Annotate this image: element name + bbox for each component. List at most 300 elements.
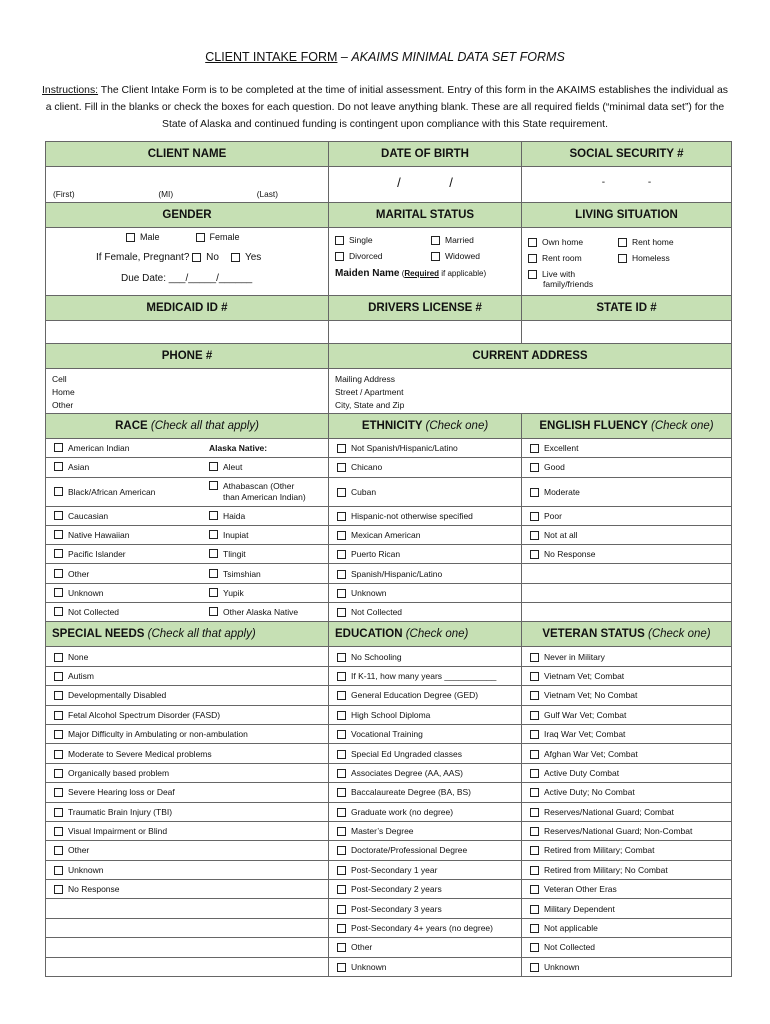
- race-row: [46, 603, 732, 622]
- special-need-12-label: No Response: [68, 884, 120, 895]
- veteran-11-label: Retired from Military; No Combat: [544, 864, 668, 875]
- veteran-2-label: Vietnam Vet; No Combat: [544, 690, 638, 701]
- education-cell: [329, 860, 522, 879]
- ssn-field[interactable]: [522, 167, 732, 203]
- maiden-name-field[interactable]: [335, 268, 521, 279]
- race-left-2-label: Black/African American: [68, 486, 156, 497]
- education-5-checkbox[interactable]: [337, 750, 346, 759]
- pregnant-yes-checkbox[interactable]: [231, 253, 240, 262]
- special-need-4-option: [54, 729, 248, 739]
- special-needs-cell: [46, 783, 329, 802]
- race-right-7-checkbox[interactable]: [209, 607, 218, 616]
- instructions-label: Instructions:: [42, 85, 99, 96]
- education-14-checkbox[interactable]: [337, 924, 346, 933]
- ethnicity-6-label: Spanish/Hispanic/Latino: [351, 568, 443, 579]
- english-2-option: [530, 487, 580, 497]
- race-left-8-option: [54, 607, 209, 617]
- education-3-checkbox[interactable]: [337, 711, 346, 720]
- education-6-option: [337, 768, 463, 778]
- state-id-field[interactable]: [522, 321, 732, 344]
- veteran-status-cell: [522, 744, 732, 763]
- race-left-0-option: [54, 443, 209, 453]
- special-need-7-label: Severe Hearing loss or Deaf: [68, 787, 175, 798]
- special-need-6-option: [54, 768, 169, 778]
- special-needs-cell: [46, 686, 329, 705]
- race-left-4-option: [54, 530, 209, 540]
- english-2-label: Moderate: [544, 486, 580, 497]
- english-fluency-cell: [522, 583, 732, 602]
- race-right-2-checkbox[interactable]: [209, 511, 218, 520]
- education-9-checkbox[interactable]: [337, 827, 346, 836]
- education-cell: [329, 821, 522, 840]
- english-fluency-cell: [522, 439, 732, 458]
- veteran-3-option: [530, 710, 626, 720]
- veteran-12-checkbox[interactable]: [530, 885, 539, 894]
- ethnicity-cell: [329, 583, 522, 602]
- instructions: [40, 82, 730, 133]
- address-line-label: City, State and Zip: [335, 400, 405, 410]
- ethnicity-cell: [329, 545, 522, 564]
- drivers-license-field[interactable]: [329, 321, 522, 344]
- form-title-subtitle: AKAIMS MINIMAL DATA SET FORMS: [351, 50, 565, 64]
- medicaid-id-field[interactable]: [46, 321, 329, 344]
- special-row: [46, 744, 732, 763]
- special-needs-note: (Check all that apply): [147, 628, 256, 641]
- race-left-7-checkbox[interactable]: [54, 588, 63, 597]
- education-0-option: [337, 652, 402, 662]
- special-needs-header: [46, 622, 329, 647]
- veteran-2-checkbox[interactable]: [530, 691, 539, 700]
- special-row: [46, 724, 732, 743]
- special-row: [46, 783, 732, 802]
- veteran-5-checkbox[interactable]: [530, 750, 539, 759]
- veteran-1-option: [530, 671, 624, 681]
- special-need-2-option: [54, 690, 166, 700]
- english-fluency-cell: [522, 458, 732, 477]
- education-15-label: Other: [351, 942, 373, 953]
- veteran-status-cell: [522, 724, 732, 743]
- race-left-6-label: Other: [68, 568, 90, 579]
- race-cell: [46, 564, 329, 583]
- education-1-option: [337, 671, 496, 681]
- education-0-checkbox[interactable]: [337, 653, 346, 662]
- special-need-0-option: [54, 652, 88, 662]
- due-date-field[interactable]: Due Date: ___/_____/______: [121, 273, 253, 284]
- race-left-1-checkbox[interactable]: [54, 462, 63, 471]
- rent-home-checkbox[interactable]: [618, 238, 627, 247]
- client-name-field[interactable]: [46, 167, 329, 203]
- veteran-status-cell: [522, 686, 732, 705]
- family-friends-label: family/friends: [543, 279, 594, 289]
- ethnicity-2-label: Cuban: [351, 486, 377, 497]
- education-6-checkbox[interactable]: [337, 769, 346, 778]
- special-need-12-checkbox[interactable]: [54, 885, 63, 894]
- race-row: [46, 564, 732, 583]
- education-8-label: Graduate work (no degree): [351, 806, 454, 817]
- intake-table: [45, 141, 732, 977]
- race-right-0-checkbox[interactable]: [209, 462, 218, 471]
- special-need-12-option: [54, 884, 120, 894]
- education-7-checkbox[interactable]: [337, 788, 346, 797]
- veteran-status-cell: [522, 705, 732, 724]
- veteran-4-checkbox[interactable]: [530, 730, 539, 739]
- education-cell: [329, 744, 522, 763]
- education-11-checkbox[interactable]: [337, 866, 346, 875]
- alaska-native-label: Alaska Native:: [209, 443, 268, 454]
- race-right-7-option: [209, 607, 328, 617]
- last-name-label: (Last): [256, 189, 278, 199]
- special-need-9-label: Visual Impairment or Blind: [68, 826, 168, 837]
- special-row: [46, 880, 732, 899]
- veteran-4-label: Iraq War Vet; Combat: [544, 729, 626, 740]
- education-10-checkbox[interactable]: [337, 846, 346, 855]
- female-checkbox[interactable]: [196, 233, 205, 242]
- special-needs-cell: [46, 880, 329, 899]
- veteran-7-checkbox[interactable]: [530, 788, 539, 797]
- pregnant-question: If Female, Pregnant?: [96, 252, 190, 263]
- special-needs-cell: [46, 899, 329, 918]
- education-1-label: If K-11, how many years ___________: [351, 670, 497, 681]
- race-right-6-option: [209, 588, 328, 598]
- race-right-7-label: Other Alaska Native: [223, 607, 299, 618]
- phone-line-label: Cell: [52, 374, 67, 384]
- divorced-label: Divorced: [349, 251, 383, 261]
- ethnicity-5-label: Puerto Rican: [351, 549, 401, 560]
- education-cell: [329, 783, 522, 802]
- special-needs-cell: [46, 938, 329, 957]
- race-row: [46, 583, 732, 602]
- race-left-8-checkbox[interactable]: [54, 607, 63, 616]
- race-left-6-checkbox[interactable]: [54, 569, 63, 578]
- ethnicity-1-label: Chicano: [351, 462, 383, 473]
- english-fluency-header: [522, 414, 732, 439]
- special-need-0-label: None: [68, 651, 89, 662]
- race-left-2-option: [54, 487, 209, 497]
- phone-field[interactable]: [46, 369, 329, 414]
- race-left-1-label: Asian: [68, 462, 90, 473]
- special-need-11-option: [54, 865, 103, 875]
- special-need-7-option: [54, 787, 175, 797]
- homeless-checkbox[interactable]: [618, 254, 627, 263]
- special-need-9-option: [54, 826, 167, 836]
- special-need-0-checkbox[interactable]: [54, 653, 63, 662]
- special-needs-cell: [46, 666, 329, 685]
- veteran-3-checkbox[interactable]: [530, 711, 539, 720]
- special-need-11-label: Unknown: [68, 864, 104, 875]
- dob-header: DATE OF BIRTH: [329, 142, 522, 167]
- rent-room-checkbox[interactable]: [528, 254, 537, 263]
- ethnicity-5-checkbox[interactable]: [337, 550, 346, 559]
- english-5-checkbox[interactable]: [530, 550, 539, 559]
- address-line-label: Mailing Address: [335, 374, 396, 384]
- special-needs-cell: [46, 705, 329, 724]
- special-needs-cell: [46, 744, 329, 763]
- female-label: Female: [209, 232, 240, 242]
- ethnicity-2-option: [337, 487, 376, 497]
- gender-cell: [46, 228, 329, 296]
- veteran-14-checkbox[interactable]: [530, 924, 539, 933]
- ethnicity-3-checkbox[interactable]: [337, 512, 346, 521]
- special-need-3-checkbox[interactable]: [54, 711, 63, 720]
- special-row: [46, 821, 732, 840]
- pregnant-no-checkbox[interactable]: [192, 253, 201, 262]
- race-right-1-checkbox[interactable]: [209, 481, 218, 490]
- education-cell: [329, 666, 522, 685]
- race-cell: [46, 477, 329, 506]
- education-3-option: [337, 710, 430, 720]
- special-need-8-label: Traumatic Brain Injury (TBI): [68, 806, 173, 817]
- ethnicity-1-checkbox[interactable]: [337, 463, 346, 472]
- veteran-status-title: VETERAN STATUS: [542, 628, 645, 641]
- special-needs-cell: [46, 841, 329, 860]
- race-right-2-label: Haida: [223, 510, 246, 521]
- veteran-11-checkbox[interactable]: [530, 866, 539, 875]
- single-checkbox[interactable]: [335, 236, 344, 245]
- ethnicity-8-checkbox[interactable]: [337, 608, 346, 617]
- widowed-checkbox[interactable]: [431, 252, 440, 261]
- english-3-checkbox[interactable]: [530, 512, 539, 521]
- race-right-5-label: Tsimshian: [223, 568, 261, 579]
- education-0-label: No Schooling: [351, 651, 402, 662]
- special-row: [46, 647, 732, 666]
- race-right-4-checkbox[interactable]: [209, 549, 218, 558]
- education-cell: [329, 841, 522, 860]
- education-13-label: Post-Secondary 3 years: [351, 903, 442, 914]
- english-fluency-title: ENGLISH FLUENCY: [539, 420, 648, 432]
- race-left-4-label: Native Hawaiian: [68, 530, 130, 541]
- ethnicity-cell: [329, 506, 522, 525]
- education-7-option: [337, 787, 471, 797]
- race-title: RACE: [115, 420, 148, 432]
- race-right-3-label: Inupiat: [223, 530, 249, 541]
- race-row: [46, 458, 732, 477]
- special-need-5-checkbox[interactable]: [54, 750, 63, 759]
- special-need-9-checkbox[interactable]: [54, 827, 63, 836]
- english-1-checkbox[interactable]: [530, 463, 539, 472]
- veteran-3-label: Gulf War Vet; Combat: [544, 709, 627, 720]
- special-needs-cell: [46, 860, 329, 879]
- english-fluency-note: (Check one): [650, 420, 714, 432]
- race-right-5-checkbox[interactable]: [209, 569, 218, 578]
- ethnicity-cell: [329, 525, 522, 544]
- special-row: [46, 918, 732, 937]
- ethnicity-8-option: [337, 607, 402, 617]
- race-left-5-checkbox[interactable]: [54, 549, 63, 558]
- race-note: (Check all that apply): [150, 420, 259, 432]
- race-left-7-option: [54, 588, 209, 598]
- education-header: [329, 622, 522, 647]
- veteran-status-cell: [522, 899, 732, 918]
- first-name-label: (First): [53, 189, 75, 199]
- education-cell: [329, 880, 522, 899]
- widowed-label: Widowed: [445, 251, 480, 261]
- living-situation-header: LIVING SITUATION: [522, 203, 732, 228]
- education-15-checkbox[interactable]: [337, 943, 346, 952]
- live-with-checkbox[interactable]: [528, 270, 537, 279]
- race-left-1-option: [54, 462, 209, 472]
- athabascan-label: Athabascan (Other than American Indian): [223, 480, 306, 502]
- special-row: [46, 705, 732, 724]
- ethnicity-note: (Check one): [425, 420, 489, 432]
- english-2-checkbox[interactable]: [530, 488, 539, 497]
- education-16-option: [337, 962, 386, 972]
- ethnicity-cell: [329, 564, 522, 583]
- divorced-checkbox[interactable]: [335, 252, 344, 261]
- education-7-label: Baccalaureate Degree (BA, BS): [351, 787, 472, 798]
- athabascan-label-line2: than American Indian): [223, 491, 306, 502]
- special-need-3-option: [54, 710, 220, 720]
- race-left-7-label: Unknown: [68, 587, 104, 598]
- race-left-2-checkbox[interactable]: [54, 487, 63, 496]
- special-need-5-option: [54, 749, 212, 759]
- veteran-10-checkbox[interactable]: [530, 846, 539, 855]
- race-cell: [46, 439, 329, 458]
- english-5-label: No Response: [544, 549, 596, 560]
- veteran-8-option: [530, 807, 674, 817]
- phone-line-label: Home: [52, 387, 75, 397]
- ethnicity-6-checkbox[interactable]: [337, 570, 346, 579]
- race-right-3-checkbox[interactable]: [209, 530, 218, 539]
- ethnicity-4-label: Mexican American: [351, 530, 421, 541]
- special-row: [46, 666, 732, 685]
- special-need-8-checkbox[interactable]: [54, 808, 63, 817]
- special-need-11-checkbox[interactable]: [54, 866, 63, 875]
- special-need-2-checkbox[interactable]: [54, 691, 63, 700]
- living-situation-cell: [522, 228, 732, 296]
- english-4-checkbox[interactable]: [530, 531, 539, 540]
- special-need-10-option: [54, 845, 89, 855]
- veteran-7-label: Active Duty; No Combat: [544, 787, 635, 798]
- veteran-15-option: [530, 942, 595, 952]
- veteran-1-checkbox[interactable]: [530, 672, 539, 681]
- education-11-label: Post-Secondary 1 year: [351, 864, 438, 875]
- special-need-1-label: Autism: [68, 670, 94, 681]
- race-cell: [46, 525, 329, 544]
- veteran-10-option: [530, 845, 655, 855]
- race-left-0-checkbox[interactable]: [54, 443, 63, 452]
- ethnicity-6-option: [337, 569, 442, 579]
- veteran-status-cell: [522, 763, 732, 782]
- veteran-13-option: [530, 904, 615, 914]
- ethnicity-5-option: [337, 549, 400, 559]
- address-line-label: Street / Apartment: [335, 387, 404, 397]
- education-16-checkbox[interactable]: [337, 963, 346, 972]
- veteran-16-option: [530, 962, 579, 972]
- english-1-option: [530, 462, 565, 472]
- married-checkbox[interactable]: [431, 236, 440, 245]
- ethnicity-4-checkbox[interactable]: [337, 531, 346, 540]
- race-left-3-checkbox[interactable]: [54, 511, 63, 520]
- veteran-9-checkbox[interactable]: [530, 827, 539, 836]
- special-row: [46, 802, 732, 821]
- education-2-label: General Education Degree (GED): [351, 690, 479, 701]
- race-right-6-checkbox[interactable]: [209, 588, 218, 597]
- education-16-label: Unknown: [351, 961, 387, 972]
- education-note: (Check one): [405, 628, 469, 641]
- veteran-13-checkbox[interactable]: [530, 905, 539, 914]
- race-cell: [46, 545, 329, 564]
- education-5-option: [337, 749, 462, 759]
- veteran-0-checkbox[interactable]: [530, 653, 539, 662]
- ethnicity-0-checkbox[interactable]: [337, 444, 346, 453]
- veteran-13-label: Military Dependent: [544, 903, 615, 914]
- education-8-checkbox[interactable]: [337, 808, 346, 817]
- special-needs-cell: [46, 821, 329, 840]
- ethnicity-2-checkbox[interactable]: [337, 488, 346, 497]
- race-right-4-option: [209, 549, 328, 559]
- race-cell: [46, 506, 329, 525]
- own-home-checkbox[interactable]: [528, 238, 537, 247]
- education-10-label: Doctorate/Professional Degree: [351, 845, 468, 856]
- veteran-16-checkbox[interactable]: [530, 963, 539, 972]
- dob-field[interactable]: [329, 167, 522, 203]
- live-with-label: Live with: [542, 269, 576, 279]
- race-cell: [46, 458, 329, 477]
- race-right-1-option: [209, 481, 328, 503]
- race-cell: [46, 583, 329, 602]
- education-cell: [329, 686, 522, 705]
- special-need-1-checkbox[interactable]: [54, 672, 63, 681]
- race-cell: [46, 603, 329, 622]
- special-row: [46, 938, 732, 957]
- veteran-8-checkbox[interactable]: [530, 808, 539, 817]
- own-home-label: Own home: [542, 237, 584, 247]
- education-2-checkbox[interactable]: [337, 691, 346, 700]
- marital-status-cell: [329, 228, 522, 296]
- education-1-checkbox[interactable]: [337, 672, 346, 681]
- gender-header: GENDER: [46, 203, 329, 228]
- veteran-15-checkbox[interactable]: [530, 943, 539, 952]
- education-12-checkbox[interactable]: [337, 885, 346, 894]
- special-row: [46, 957, 732, 976]
- veteran-12-option: [530, 884, 617, 894]
- address-field[interactable]: [329, 369, 732, 414]
- veteran-status-cell: [522, 957, 732, 976]
- veteran-6-checkbox[interactable]: [530, 769, 539, 778]
- race-left-4-checkbox[interactable]: [54, 530, 63, 539]
- instructions-text: The Client Intake Form is to be completed at the time of initial assessment. Entry of this form in the AKAIMS establishes the individual as a client. Fill in the blanks or check the boxes for each question. Do not leave anything blank. These are all required fields (“minimal data set”) for the State of Alaska and continued funding is contingent upon compliance with this State requirement.: [45, 85, 728, 130]
- ethnicity-7-checkbox[interactable]: [337, 589, 346, 598]
- special-need-7-checkbox[interactable]: [54, 788, 63, 797]
- special-need-10-checkbox[interactable]: [54, 846, 63, 855]
- race-right-2-option: [209, 511, 328, 521]
- ethnicity-3-option: [337, 511, 473, 521]
- veteran-8-label: Reserves/National Guard; Combat: [544, 806, 674, 817]
- special-need-4-checkbox[interactable]: [54, 730, 63, 739]
- education-14-label: Post-Secondary 4+ years (no degree): [351, 923, 493, 934]
- pregnant-no-label: No: [206, 252, 219, 263]
- veteran-status-cell: [522, 821, 732, 840]
- veteran-status-cell: [522, 860, 732, 879]
- education-cell: [329, 763, 522, 782]
- education-4-checkbox[interactable]: [337, 730, 346, 739]
- veteran-10-label: Retired from Military; Combat: [544, 845, 655, 856]
- special-row: [46, 860, 732, 879]
- race-right-6-label: Yupik: [223, 587, 244, 598]
- special-need-10-label: Other: [68, 845, 90, 856]
- education-12-label: Post-Secondary 2 years: [351, 884, 442, 895]
- veteran-2-option: [530, 690, 637, 700]
- homeless-label: Homeless: [632, 253, 670, 263]
- special-need-6-checkbox[interactable]: [54, 769, 63, 778]
- english-0-checkbox[interactable]: [530, 444, 539, 453]
- education-13-checkbox[interactable]: [337, 905, 346, 914]
- race-row: [46, 439, 732, 458]
- maiden-if-applicable: if applicable): [439, 269, 487, 278]
- ethnicity-cell: [329, 477, 522, 506]
- male-checkbox[interactable]: [126, 233, 135, 242]
- english-5-option: [530, 549, 596, 559]
